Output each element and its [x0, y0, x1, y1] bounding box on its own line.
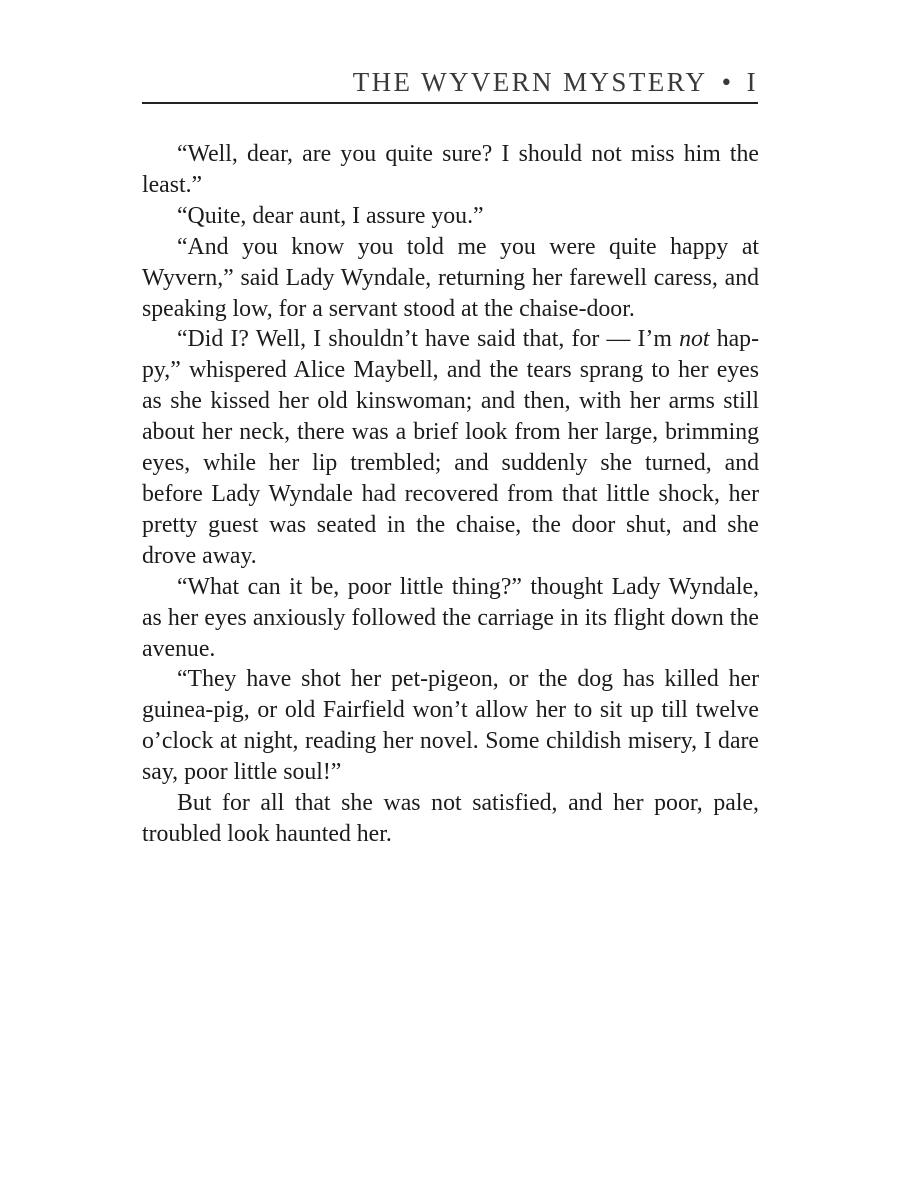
paragraph-text: happy,” whispered Alice Maybell, and the tears sprang to her eyes as she kissed her old kinswoman; and then, with her arms still about her neck, there was a brief look from her large, brimming eyes, while her lip trembled; and suddenly she turned, and before Lady Wyndale had recovered from that little shock, her pretty guest was seated in the chaise, the door shut, and she drove away.: [142, 326, 760, 569]
page-number: I: [746, 67, 758, 97]
paragraph: “They have shot her pet-pigeon, or the dog has killed her guinea-pig, or old Fairfield won’t allow her to sit up till twelve o’clock at night, reading her novel. Some childish misery, I dare say, poor little soul!”: [142, 666, 759, 786]
book-title: THE WYVERN MYSTERY: [352, 67, 707, 97]
header-separator: •: [721, 67, 734, 97]
paragraph: “Quite, dear aunt, I assure you.”: [177, 202, 484, 229]
paragraph: “Well, dear, are you quite sure? I should not miss him the least.”: [142, 141, 759, 198]
paragraph: “And you know you told me you were quite happy at Wyvern,” said Lady Wyndale, returning her farewell caress, and speaking low, for a servant stood at the chaise-door.: [142, 233, 759, 322]
paragraph-text: “Did I? Well, I shouldn’t have said that, for — I’m: [177, 326, 680, 353]
body-text: [142, 139, 759, 850]
emphasis: not: [679, 326, 710, 353]
paragraph: But for all that she was not satisfied, and her poor, pale, troubled look haunted her.: [142, 790, 759, 847]
paragraph: “What can it be, poor little thing?” thought Lady Wyndale, as her eyes anxiously followed the carriage in its flight down the avenue.: [142, 573, 759, 662]
running-header: [142, 64, 758, 104]
paragraph: [142, 324, 759, 571]
